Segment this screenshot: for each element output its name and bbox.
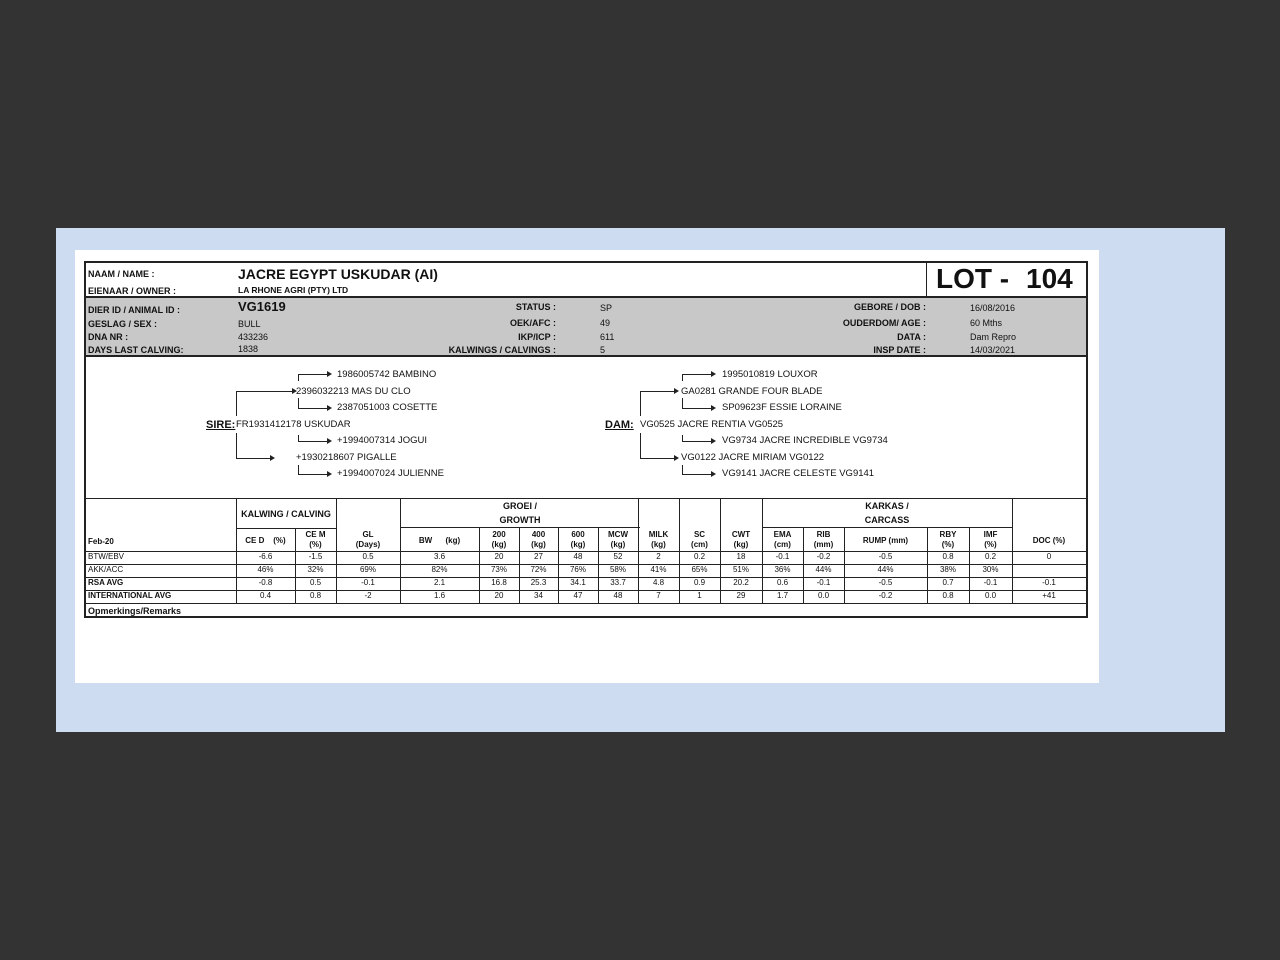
col-ema-2: (cm)	[774, 540, 791, 549]
col-200-1: 200	[492, 530, 506, 539]
row-label: RSA AVG	[88, 578, 124, 587]
table-cell: -6.6	[258, 552, 273, 561]
table-cell: 25.3	[530, 578, 547, 587]
date-label: Feb-20	[88, 537, 114, 546]
col-600-1: 600	[571, 530, 585, 539]
lot-number: 104	[1026, 263, 1073, 294]
sire-sire-dam: 2387051003 COSETTE	[337, 402, 438, 413]
table-cell: -0.1	[361, 578, 375, 587]
table-cell: 0.0	[984, 591, 997, 600]
table-cell: 41%	[650, 565, 667, 574]
table-cell: 34	[534, 591, 543, 600]
col-ema-1: EMA	[773, 530, 792, 539]
col-mcw-1: MCW	[608, 530, 628, 539]
table-cell: 0.4	[259, 591, 272, 600]
dam-sire-sire: 1995010819 LOUXOR	[722, 369, 818, 380]
table-cell: -0.5	[878, 552, 893, 561]
days-value: 1838	[238, 344, 259, 354]
dna-value: 433236	[238, 332, 269, 342]
sire-dam-dam: +1994007024 JULIENNE	[337, 468, 444, 479]
table-cell: 0.9	[693, 578, 706, 587]
table-cell: 76%	[569, 565, 586, 574]
col-400-2: (kg)	[531, 540, 546, 549]
calvings-label: KALWINGS / CALVINGS :	[448, 345, 556, 355]
col-600-2: (kg)	[570, 540, 586, 549]
sire-sire: 2396032213 MAS DU CLO	[296, 386, 411, 397]
group-growth-2: GROWTH	[499, 515, 541, 525]
table-cell: 44%	[877, 565, 894, 574]
data-label: DATA :	[897, 332, 926, 342]
col-imf-1: IMF	[983, 530, 998, 539]
info-band	[86, 296, 1086, 357]
row-label: BTW/EBV	[88, 552, 125, 561]
table-cell: -0.1	[775, 552, 790, 561]
table-cell: -0.2	[878, 591, 893, 600]
table-cell: 47	[573, 591, 583, 600]
col-milk-1: MILK	[648, 530, 669, 539]
table-cell: 29	[736, 591, 746, 600]
status-value: SP	[600, 303, 613, 313]
table-cell: 18	[736, 552, 746, 561]
age-value: 60 Mths	[970, 318, 1003, 328]
col-rby-2: (%)	[941, 540, 955, 549]
dam-sire-dam: SP09623F ESSIE LORAINE	[722, 402, 842, 413]
sire-label: SIRE:	[206, 419, 236, 431]
remarks-label: Opmerkings/Remarks	[88, 606, 182, 616]
table-cell: -2	[364, 591, 372, 600]
sire: FR1931412178 USKUDAR	[236, 419, 351, 430]
col-doc: DOC (%)	[1032, 536, 1066, 545]
lot-card	[84, 261, 1088, 618]
table-cell: -0.8	[258, 578, 273, 587]
table-cell: 65%	[691, 565, 708, 574]
table-cell: 0	[1046, 552, 1052, 561]
animal-id-value: VG1619	[238, 299, 286, 314]
table-cell: 48	[613, 591, 623, 600]
table-cell: +41	[1042, 591, 1056, 600]
table-cell: 34.1	[570, 578, 586, 587]
table-cell: 82%	[431, 565, 448, 574]
col-cem-1: CE M	[305, 530, 326, 539]
table-cell: 4.8	[652, 578, 665, 587]
table-cell: -1.5	[308, 552, 323, 561]
afc-value: 49	[600, 318, 611, 328]
table-cell: -0.5	[878, 578, 893, 587]
dam-dam: VG0122 JACRE MIRIAM VG0122	[681, 452, 825, 463]
status-label: STATUS :	[515, 302, 556, 312]
table-cell: 38%	[939, 565, 956, 574]
dam-dam-sire: VG9734 JACRE INCREDIBLE VG9734	[722, 435, 888, 446]
afc-label: OEK/AFC :	[510, 318, 556, 328]
icp-label: IKP/ICP :	[518, 332, 556, 342]
col-400-1: 400	[531, 530, 546, 539]
table-cell: 20	[494, 591, 504, 600]
col-cwt-2: (kg)	[733, 540, 749, 549]
table-cell: 20	[494, 552, 504, 561]
age-label: OUDERDOM/ AGE :	[842, 318, 926, 328]
col-cem-2: (%)	[309, 540, 322, 549]
table-cell: 36%	[774, 565, 791, 574]
table-cell: -0.2	[816, 552, 831, 561]
col-gl-1: GL	[362, 530, 374, 539]
table-cell: 33.7	[610, 578, 626, 587]
table-cell: 0.7	[942, 578, 954, 587]
table-cell: 69%	[359, 565, 376, 574]
table-cell: 46%	[257, 565, 274, 574]
calvings-value: 5	[600, 345, 606, 355]
icp-value: 611	[600, 332, 615, 342]
table-cell: 1.6	[433, 591, 446, 600]
col-cwt-1: CWT	[731, 530, 751, 539]
col-200-2: (kg)	[491, 540, 507, 549]
col-rump: RUMP (mm)	[862, 536, 909, 545]
table-cell: 27	[534, 552, 543, 561]
name-label: NAAM / NAME :	[88, 269, 155, 279]
col-sc-2: (cm)	[691, 540, 708, 549]
col-rby-1: RBY	[939, 530, 957, 539]
col-milk-2: (kg)	[651, 540, 666, 549]
table-cell: -0.1	[816, 578, 831, 587]
table-cell: 0.8	[309, 591, 322, 600]
sire-dam: +1930218607 PIGALLE	[296, 452, 397, 463]
data-value: Dam Repro	[970, 332, 1017, 342]
col-imf-2: (%)	[984, 540, 997, 549]
table-cell: 2.1	[433, 578, 446, 587]
table-cell: 0.0	[817, 591, 830, 600]
table-cell: 0.2	[984, 552, 997, 561]
table-cell: 0.6	[776, 578, 789, 587]
owner-value: LA RHONE AGRI (PTY) LTD	[238, 285, 349, 295]
table-cell: 16.8	[491, 578, 507, 587]
group-carcass-1: KARKAS /	[865, 501, 909, 511]
col-bw: BW (kg)	[418, 536, 461, 545]
table-cell: -0.1	[983, 578, 998, 587]
owner-label: EIENAAR / OWNER :	[88, 286, 177, 296]
table-cell: 0.8	[942, 552, 954, 561]
group-calving: KALWING / CALVING	[241, 509, 331, 519]
animal-name: JACRE EGYPT USKUDAR (AI)	[238, 266, 438, 282]
col-mcw-2: (kg)	[610, 540, 626, 549]
sex-label: GESLAG / SEX :	[88, 319, 158, 329]
dob-value: 16/08/2016	[970, 303, 1016, 313]
col-rib-2: (mm)	[813, 540, 834, 549]
row-label: INTERNATIONAL AVG	[88, 591, 172, 600]
animal-id-label: DIER ID / ANIMAL ID :	[88, 305, 180, 315]
days-label: DAYS LAST CALVING:	[88, 345, 184, 355]
table-cell: 58%	[609, 565, 626, 574]
row-label: AKK/ACC	[88, 565, 124, 574]
sire-dam-sire: +1994007314 JOGUI	[337, 435, 428, 446]
dam: VG0525 JACRE RENTIA VG0525	[640, 419, 784, 430]
table-cell: 44%	[815, 565, 832, 574]
table-cell: 7	[656, 591, 661, 600]
table-cell: -0.1	[1042, 578, 1056, 587]
col-gl-2: (Days)	[355, 540, 381, 549]
table-cell: 1	[697, 591, 702, 600]
lot-label: LOT -	[936, 263, 1010, 294]
col-sc-1: SC	[693, 530, 706, 539]
table-cell: 73%	[490, 565, 507, 574]
table-cell: 48	[573, 552, 583, 561]
table-cell: 0.8	[942, 591, 954, 600]
col-ced: CE D (%)	[245, 536, 286, 545]
insp-label: INSP DATE :	[873, 345, 926, 355]
dam-sire: GA0281 GRANDE FOUR BLADE	[681, 386, 823, 397]
table-cell: 51%	[732, 565, 749, 574]
table-cell: 3.6	[433, 552, 446, 561]
table-cell: 0.5	[309, 578, 322, 587]
sex-value: BULL	[238, 319, 261, 329]
dna-label: DNA NR :	[88, 332, 129, 342]
table-cell: 0.5	[362, 552, 374, 561]
group-growth-1: GROEI /	[502, 501, 537, 511]
dob-label: GEBORE / DOB :	[853, 302, 926, 312]
group-carcass-2: CARCASS	[864, 515, 910, 525]
table-cell: 72%	[530, 565, 547, 574]
table-cell: 52	[613, 552, 623, 561]
table-cell: 20.2	[733, 578, 749, 587]
table-cell: 0.2	[693, 552, 706, 561]
insp-value: 14/03/2021	[970, 345, 1016, 355]
dam-dam-dam: VG9141 JACRE CELESTE VG9141	[722, 468, 875, 479]
table-cell: 1.7	[776, 591, 789, 600]
table-cell: 2	[656, 552, 661, 561]
table-cell: 32%	[307, 565, 324, 574]
dam-label: DAM:	[605, 419, 634, 431]
sire-sire-sire: 1986005742 BAMBINO	[337, 369, 437, 380]
table-cell: 30%	[982, 565, 999, 574]
col-rib-1: RIB	[816, 530, 831, 539]
